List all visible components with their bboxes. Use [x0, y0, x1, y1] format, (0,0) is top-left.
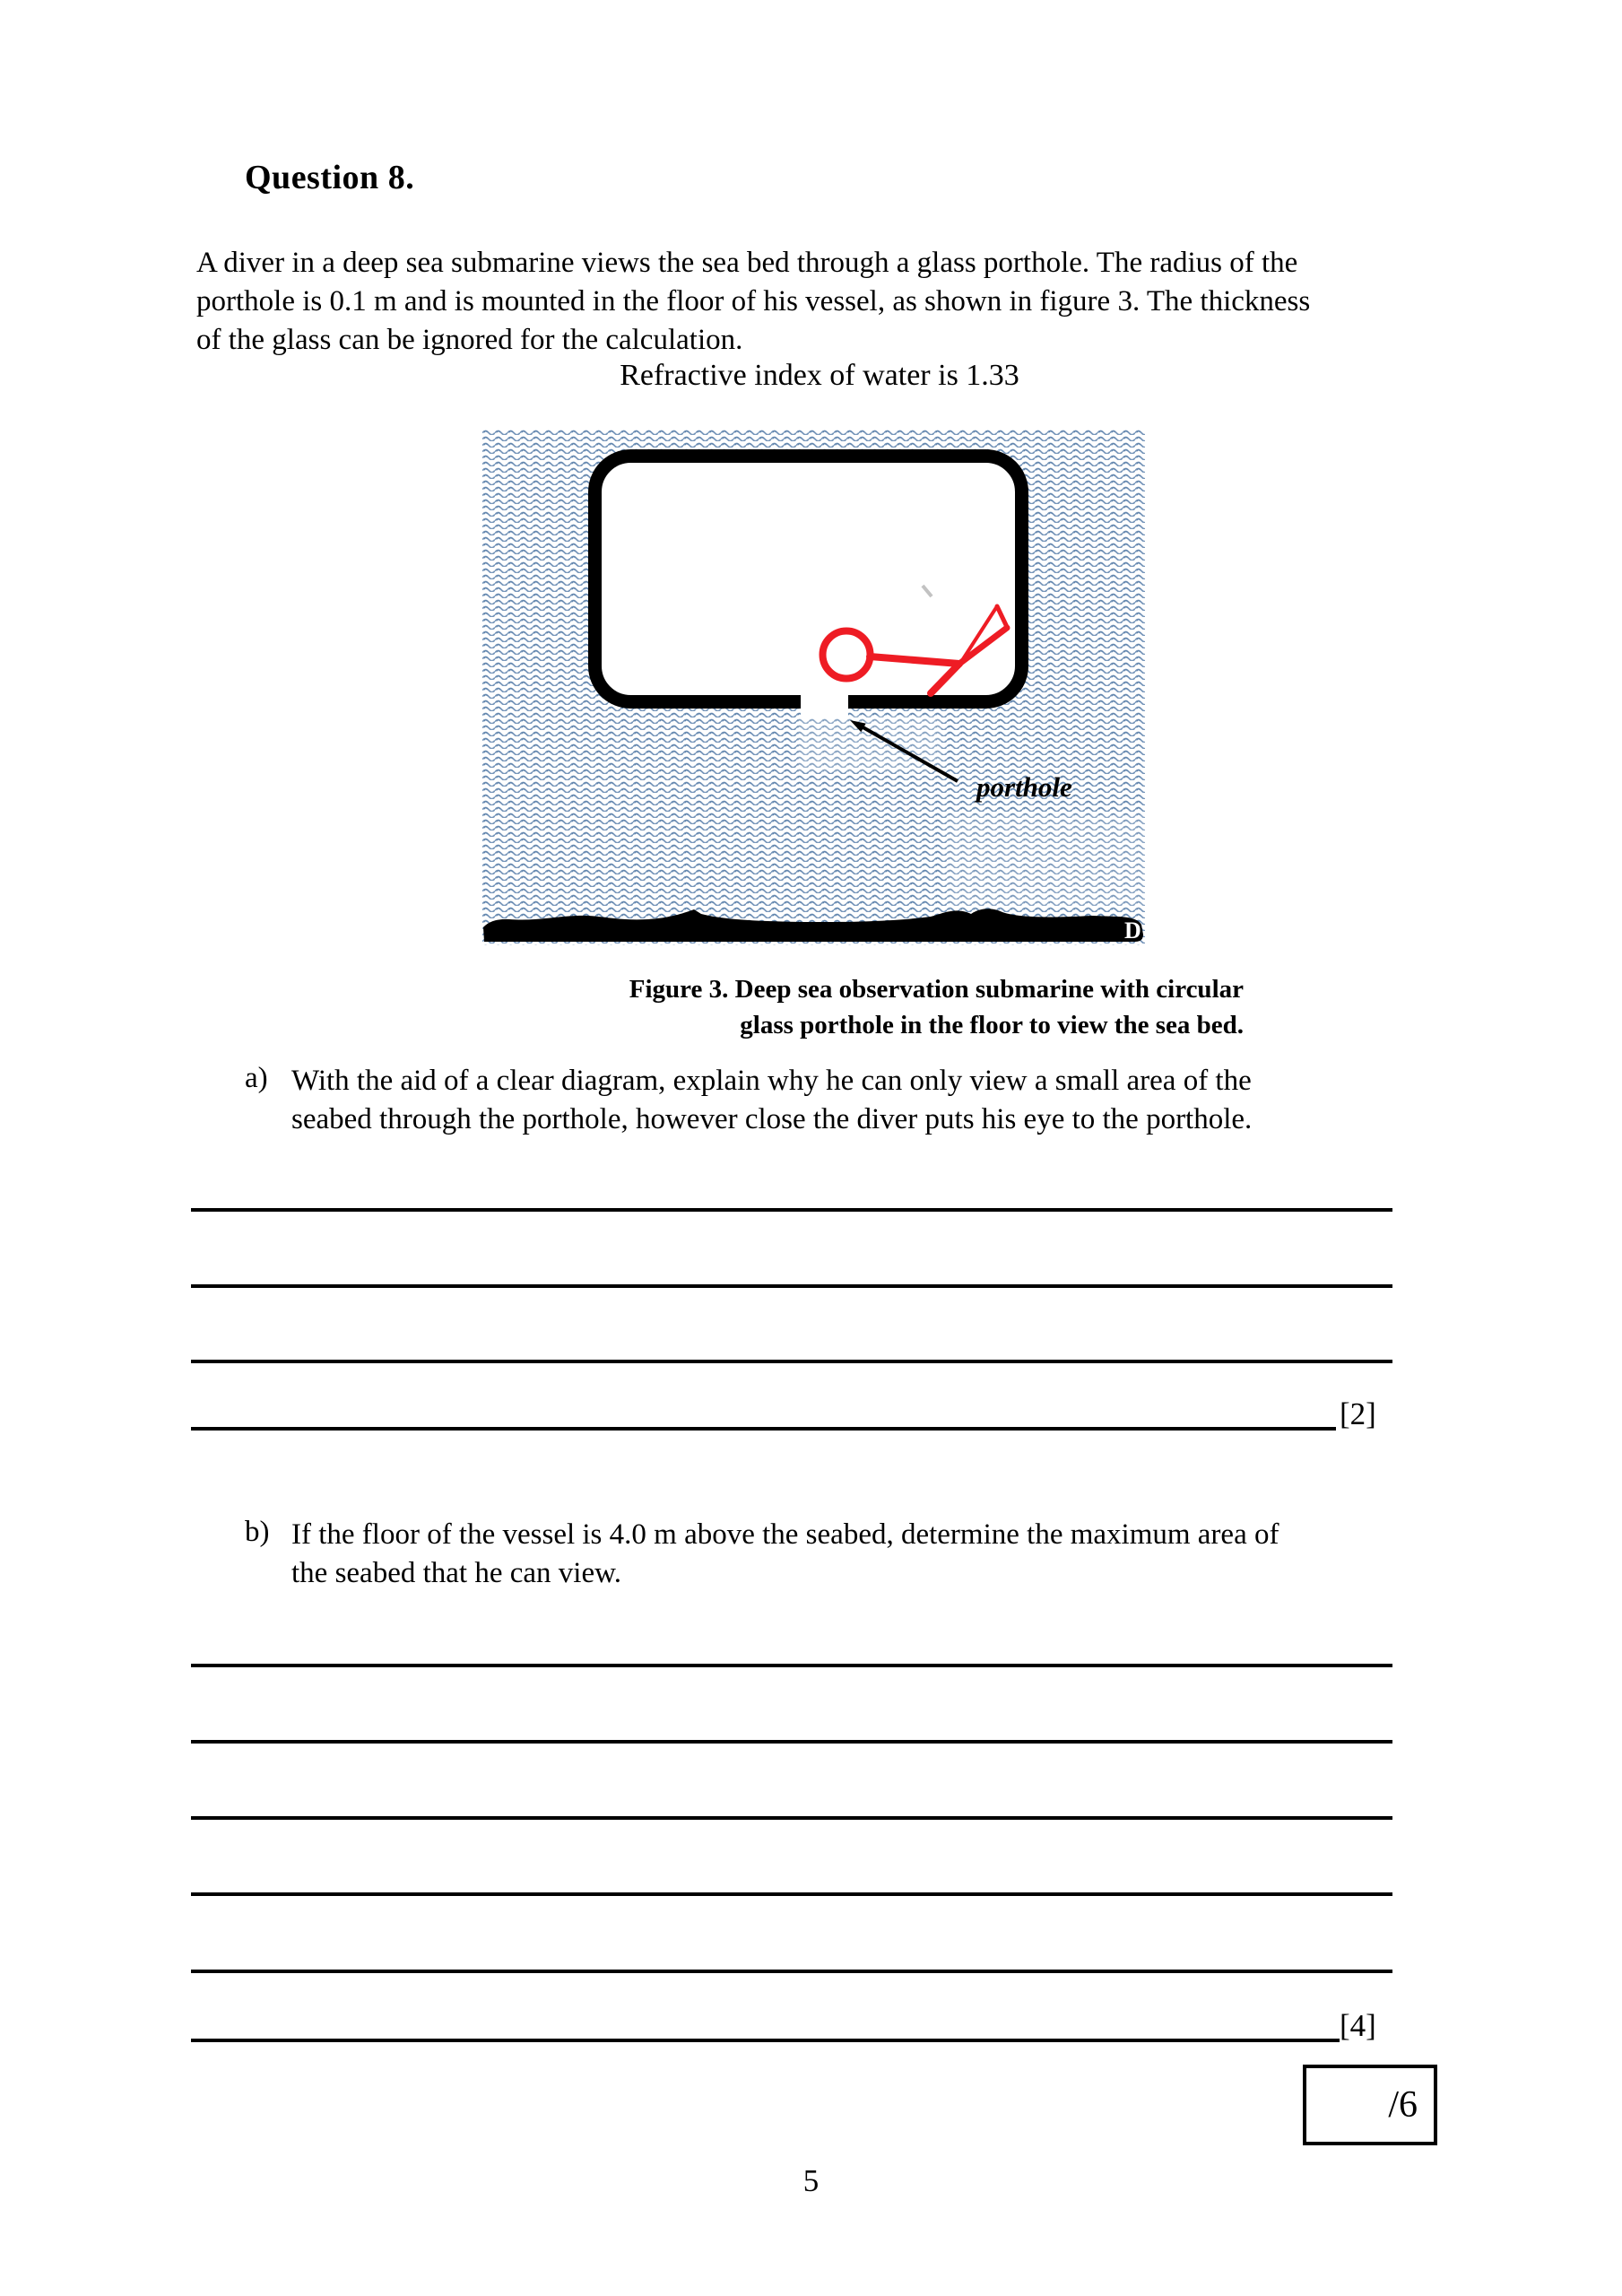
diver-head — [823, 631, 871, 679]
figure-caption-line-2: glass porthole in the floor to view the sea bed. — [740, 1011, 1244, 1039]
answer-line — [191, 1816, 1392, 1820]
intro-line-1: A diver in a deep sea submarine views the sea bed through a glass porthole. The radius of the — [196, 247, 1298, 279]
part-b-label: b) — [245, 1516, 270, 1548]
score-box — [1303, 2065, 1437, 2145]
seabed-mark: D — [1124, 918, 1141, 944]
intro-line-2: porthole is 0.1 m and is mounted in the floor of his vessel, as shown in figure 3. The thickness — [196, 285, 1311, 317]
part-b-marks: [4] — [1340, 2008, 1376, 2043]
refractive-index-note: Refractive index of water is 1.33 — [620, 359, 1019, 392]
part-a-label: a) — [245, 1062, 268, 1094]
water-patch — [947, 814, 1145, 909]
answer-line — [191, 1892, 1392, 1896]
porthole-opening — [801, 695, 848, 718]
water-patch — [798, 716, 941, 771]
page-number: 5 — [802, 2163, 820, 2198]
answer-line — [191, 1664, 1392, 1667]
part-a-line-2: seabed through the porthole, however close the diver puts his eye to the porthole. — [291, 1103, 1253, 1135]
answer-line — [191, 1740, 1392, 1744]
figure-3-illustration — [482, 429, 1145, 945]
answer-line — [191, 2039, 1340, 2042]
intro-paragraph — [196, 244, 1310, 360]
answer-line — [191, 1427, 1336, 1431]
answer-line — [191, 1284, 1392, 1288]
porthole-label: porthole — [976, 771, 1072, 803]
page-title: Question 8. — [245, 159, 415, 196]
part-b-line-1: If the floor of the vessel is 4.0 m above the seabed, determine the maximum area of — [291, 1518, 1279, 1551]
intro-line-3: of the glass can be ignored for the calculation. — [196, 324, 743, 356]
part-a-text — [291, 1062, 1252, 1139]
answer-line — [191, 1360, 1392, 1363]
answer-line — [191, 1970, 1392, 1973]
part-b-text — [291, 1516, 1279, 1593]
figure-caption — [491, 971, 1244, 1043]
figure-caption-line-1: Figure 3. Deep sea observation submarine with circular — [629, 975, 1244, 1004]
part-a-marks: [2] — [1340, 1396, 1376, 1431]
score-value: /6 — [1388, 2084, 1418, 2126]
answer-line — [191, 1208, 1392, 1212]
part-b-line-2: the seabed that he can view. — [291, 1557, 622, 1589]
part-a-line-1: With the aid of a clear diagram, explain why he can only view a small area of the — [291, 1065, 1252, 1097]
